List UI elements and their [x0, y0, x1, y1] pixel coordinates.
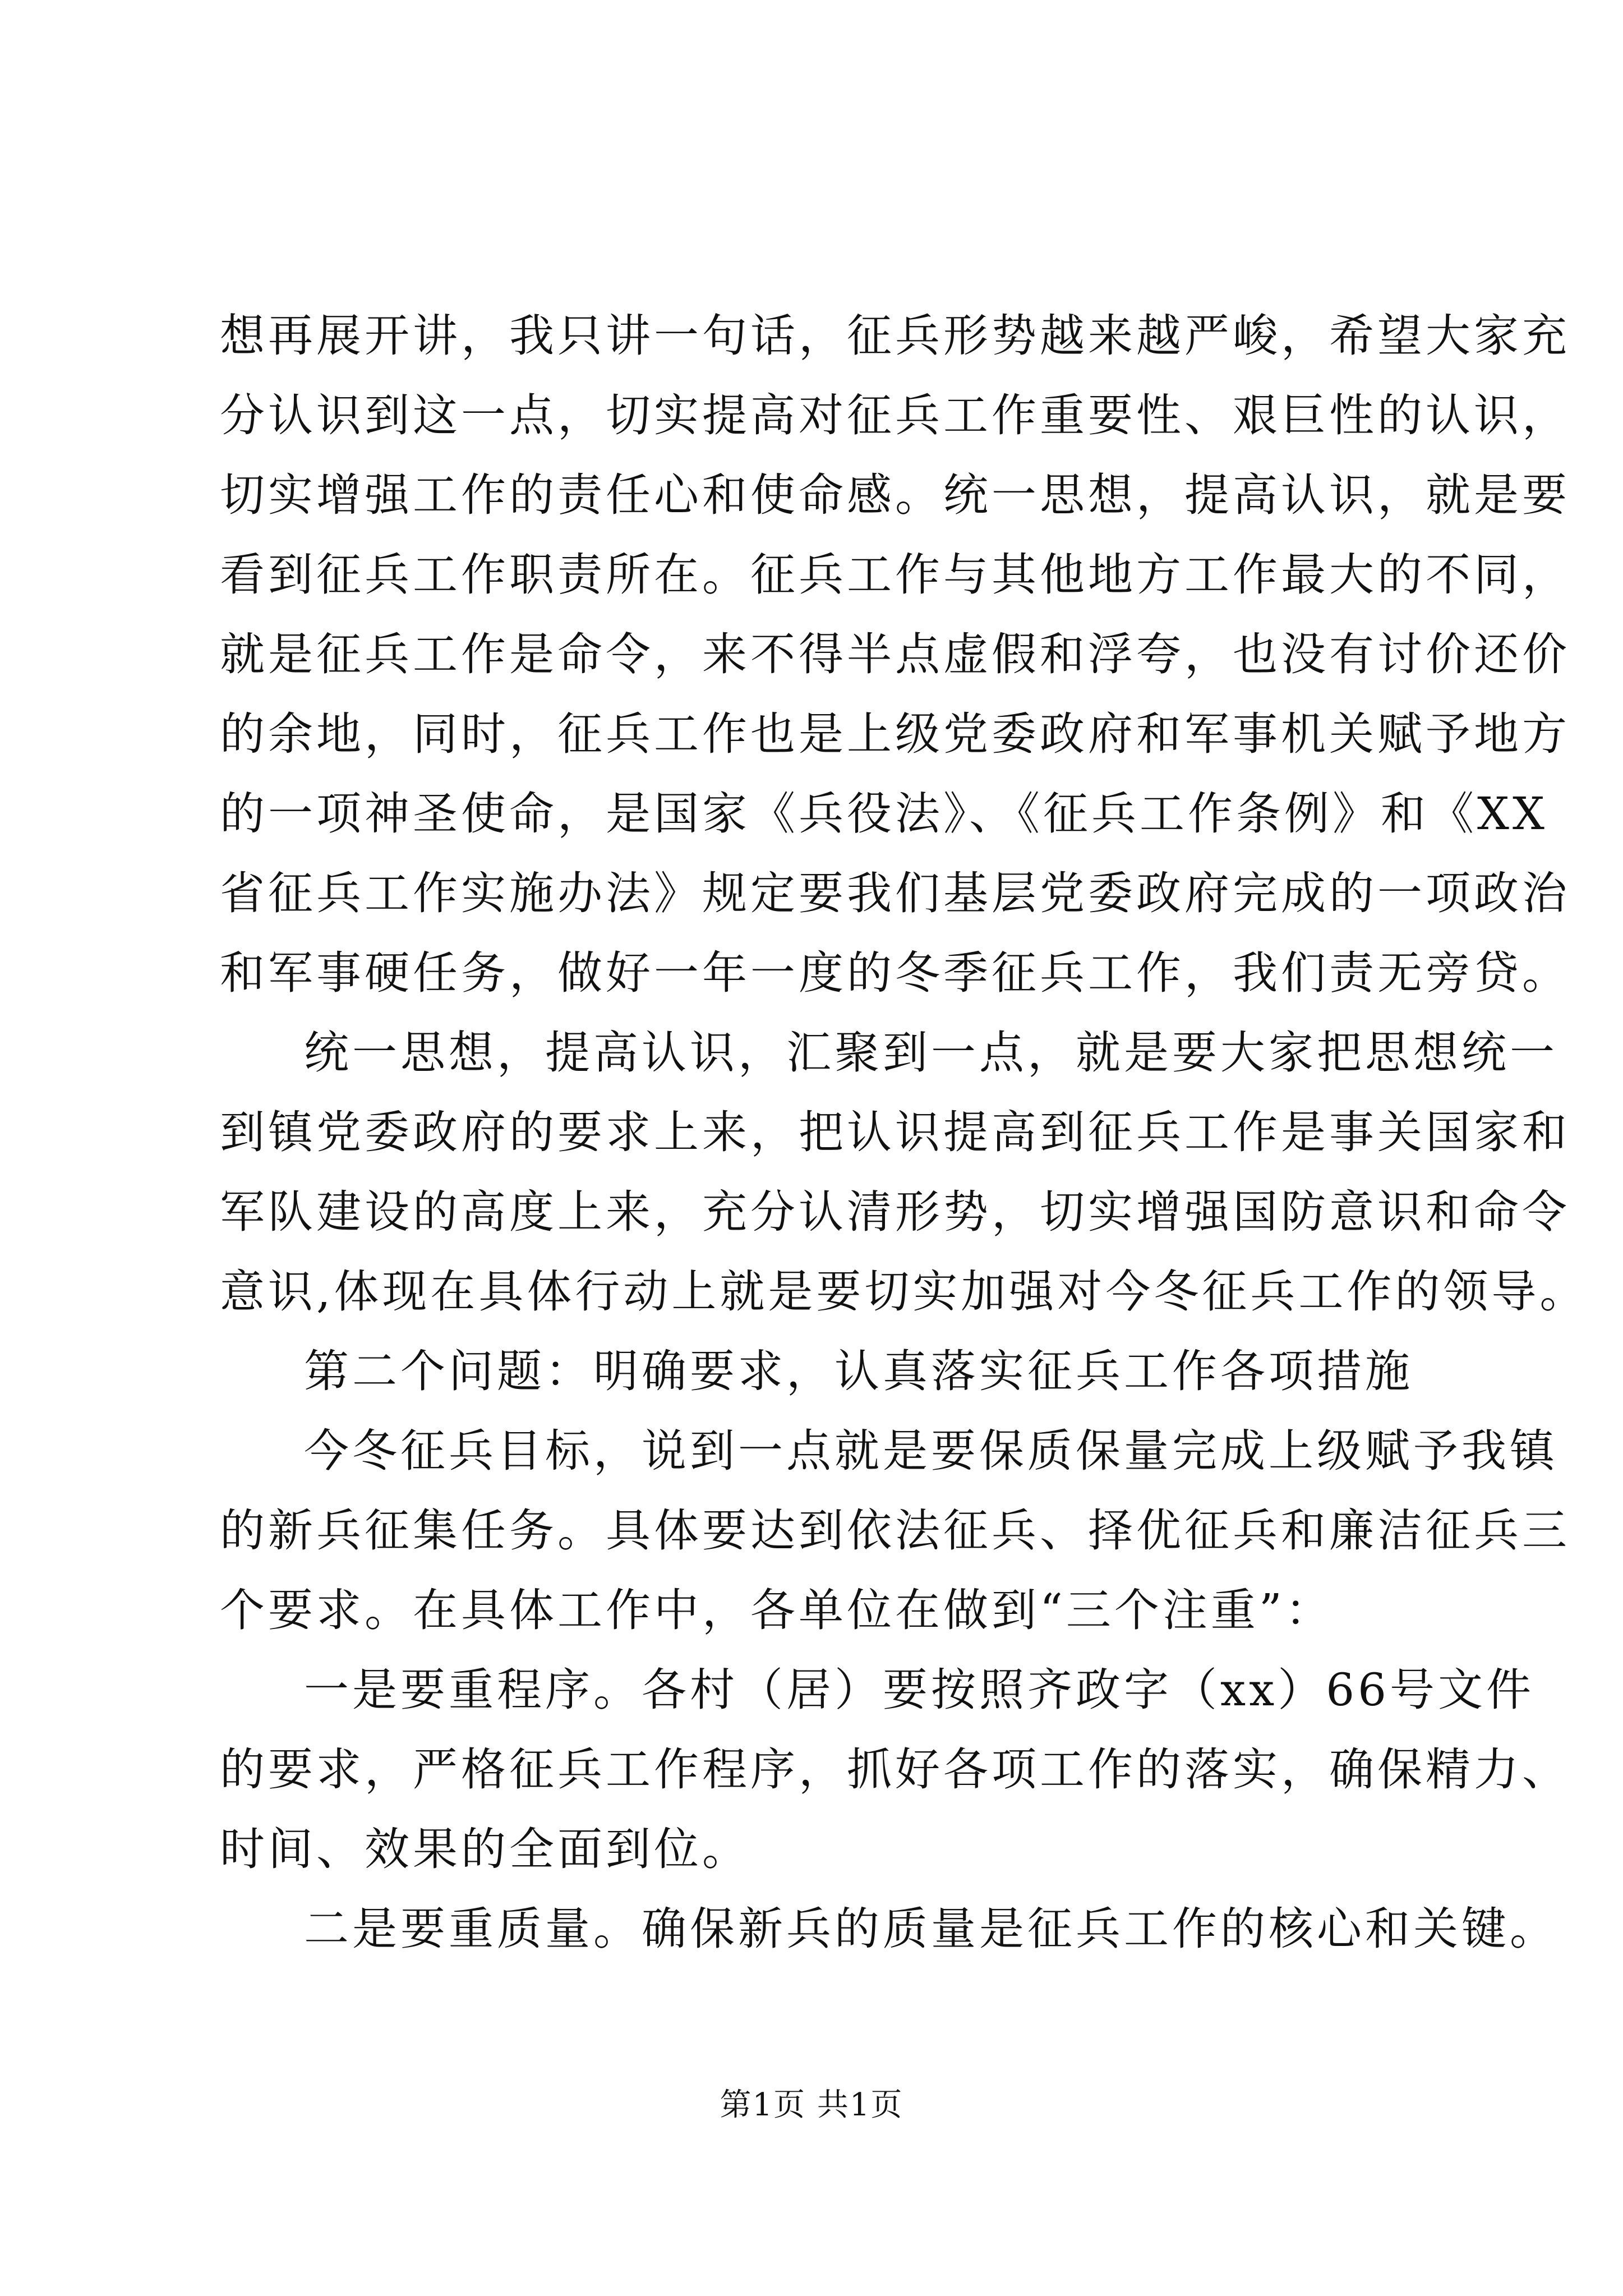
text-line-20: 时间、效果的全面到位。 — [220, 1823, 750, 1875]
text-line-8: 省征兵工作实施办法》规定要我们基层党委政府完成的一项政治 — [220, 867, 1570, 919]
text-line-4: 看到征兵工作职责所在。征兵工作与其他地方工作最大的不同， — [220, 549, 1570, 601]
text-line-19: 的要求，严格征兵工作程序，抓好各项工作的落实，确保精力、 — [220, 1743, 1570, 1796]
text-line-17: 个要求。在具体工作中，各单位在做到“三个注重”： — [220, 1584, 1334, 1636]
paragraph-start-line-10: 统一思想，提高认识，汇聚到一点，就是要大家把思想统一 — [304, 1027, 1558, 1079]
text-line-1: 想再展开讲，我只讲一句话，征兵形势越来越严峻，希望大家充 — [220, 310, 1570, 362]
text-line-2: 分认识到这一点，切实提高对征兵工作重要性、艰巨性的认识， — [220, 389, 1570, 441]
text-line-5: 就是征兵工作是命令，来不得半点虚假和浮夸，也没有讨价还价 — [220, 628, 1570, 680]
text-line-7: 的一项神圣使命，是国家《兵役法》、《征兵工作条例》和《XX — [220, 788, 1548, 840]
text-line-16: 的新兵征集任务。具体要达到依法征兵、择优征兵和廉洁征兵三 — [220, 1504, 1570, 1557]
text-line-3: 切实增强工作的责任心和使命感。统一思想，提高认识，就是要 — [220, 469, 1570, 521]
text-line-11: 到镇党委政府的要求上来，把认识提高到征兵工作是事关国家和 — [220, 1106, 1570, 1158]
paragraph-start-line-21: 二是要重质量。确保新兵的质量是征兵工作的核心和关键。 — [304, 1903, 1558, 1955]
text-line-9: 和军事硬任务，做好一年一度的冬季征兵工作，我们责无旁贷。 — [220, 947, 1570, 999]
page-footer: 第1页 共1页 — [720, 2087, 903, 2123]
text-line-12: 军队建设的高度上来，充分认清形势，切实增强国防意识和命令 — [220, 1186, 1570, 1238]
section-heading: 第二个问题：明确要求，认真落实征兵工作各项措施 — [304, 1345, 1413, 1397]
text-line-13: 意识,体现在具体行动上就是要切实加强对今冬征兵工作的领导。 — [220, 1266, 1588, 1318]
paragraph-start-line-15: 今冬征兵目标，说到一点就是要保质保量完成上级赋予我镇 — [304, 1425, 1558, 1477]
document-body — [220, 296, 1588, 1969]
paragraph-start-line-18: 一是要重程序。各村（居）要按照齐政字（xx）66号文件 — [304, 1664, 1535, 1716]
text-line-6: 的余地，同时，征兵工作也是上级党委政府和军事机关赋予地方 — [220, 708, 1570, 760]
